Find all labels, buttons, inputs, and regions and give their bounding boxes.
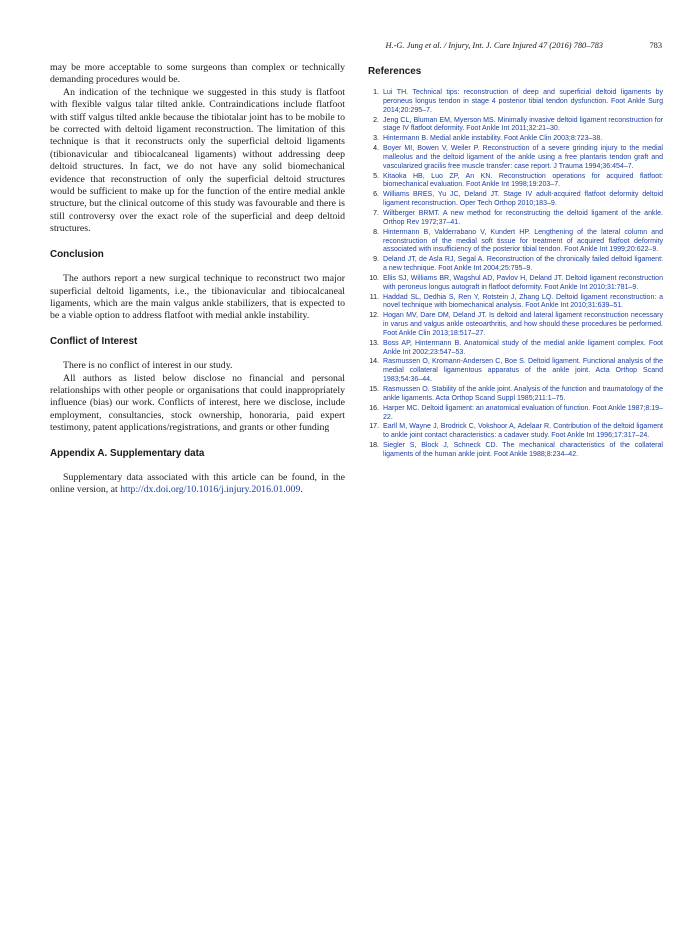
reference-item[interactable] — [368, 191, 663, 209]
reference-number: 6. — [373, 191, 379, 199]
page-number: 783 — [649, 41, 662, 50]
reference-number: 7. — [373, 209, 379, 217]
reference-text[interactable]: Wiltberger BRMT. A new method for reconstructing the deltoid ligament of the ankle. Orthop Rev 1972;37–41. — [383, 209, 663, 226]
reference-text[interactable]: Hintermann B, Valderrabano V, Kundert HP. Lengthening of the lateral column and reconstruction of the medial soft tissue for treatment of acquired flatfoot deformity associated with insufficiency of the posterior tibial tendon. Foot Ankle Int 1999;20:622–9. — [383, 228, 663, 254]
reference-item[interactable] — [368, 117, 663, 135]
reference-number: 18. — [369, 442, 379, 450]
reference-text[interactable]: Lui TH. Technical tips: reconstruction of deep and superficial deltoid ligaments by peroneus longus tendon in stage 4 posterior tibial tendon dysfunction. Foot Ankle Surg 2014;20:295–7. — [383, 89, 663, 114]
reference-item[interactable] — [368, 89, 663, 116]
reference-text[interactable]: Kitaoka HB, Luo ZP, An KN. Reconstruction operations for acquired flatfoot: biomechanical evaluation. Foot Ankle Int 1998;19:203–7. — [383, 172, 663, 189]
references-column — [368, 62, 663, 461]
reference-number: 3. — [373, 135, 379, 143]
discussion-paragraph-end: may be more acceptable to some surgeons than complex or technically demanding procedures would be. — [50, 62, 345, 86]
reference-text[interactable]: Deland JT, de Asla RJ, Segal A. Reconstruction of the chronically failed deltoid ligament: a new technique. Foot Ankle Int 2004;25:795–9. — [383, 256, 663, 273]
reference-number: 17. — [369, 423, 379, 431]
reference-number: 14. — [369, 358, 379, 366]
reference-item[interactable] — [368, 312, 663, 339]
reference-item[interactable] — [368, 340, 663, 358]
conflict-of-interest-disclosure: All authors as listed below disclose no financial and personal relationships with other people or organisations that could inappropriately influence (bias) our work. Conflicts of interest, here we disclose, include employment, consultancies, stock ownership, honoraria, paid expert testimony, patent applications/registrations, and grants or other funding — [50, 372, 345, 434]
supplementary-doi-link[interactable]: http://dx.doi.org/10.1016/j.injury.2016.01.009 — [120, 484, 301, 496]
reference-item[interactable] — [368, 173, 663, 191]
reference-number: 9. — [373, 256, 379, 264]
reference-number: 4. — [373, 145, 379, 153]
reference-text[interactable]: Rasmussen O. Stability of the ankle joint. Analysis of the function and traumatology of the ankle ligaments. Acta Orthop Scand Suppl 1985;211:1–75. — [383, 386, 663, 402]
reference-number: 15. — [369, 386, 379, 393]
reference-text[interactable]: Hintermann B. Medial ankle instability. Foot Ankle Clin 2003;8:723–38. — [383, 135, 603, 143]
reference-item[interactable] — [368, 405, 663, 423]
reference-item[interactable] — [368, 358, 663, 385]
reference-number: 2. — [373, 116, 379, 124]
reference-text[interactable]: Ellis SJ, Williams BR, Wagshul AD, Pavlov H, Deland JT. Deltoid ligament reconstruction with peroneus longus autograft in flatfoot deformity. Foot Ankle Int 2010;31:781–9. — [383, 274, 663, 291]
left-column — [50, 62, 345, 497]
reference-number: 12. — [369, 312, 379, 320]
conflict-of-interest-heading: Conflict of Interest — [50, 335, 138, 347]
reference-item[interactable] — [368, 256, 663, 274]
conclusion-heading: Conclusion — [50, 248, 104, 260]
reference-text[interactable]: Jeng CL, Bluman EM, Myerson MS. Minimally invasive deltoid ligament reconstruction for stage IV flatfoot deformity. Foot Ankle Int 2011;32:21–30. — [383, 116, 663, 133]
reference-text[interactable]: Haddad SL, Dedhia S, Ren Y, Rotstein J, Zhang LQ. Deltoid ligament reconstruction: a novel technique with biomechanical analysis. Foot Ankle Int 2010;31:639–51. — [383, 293, 663, 310]
reference-text[interactable]: Siegler S, Block J, Schneck CD. The mechanical characteristics of the collateral ligaments of the human ankle joint. Foot Ankle 1988;8:234–42. — [383, 442, 663, 458]
reference-item[interactable] — [368, 145, 663, 172]
reference-text[interactable]: Williams BRES, Yu JC, Deland JT. Stage IV adult-acquired flatfoot deformity deltoid ligament reconstruction. Oper Tech Orthop 2010;183–9. — [383, 191, 663, 208]
appendix-paragraph — [50, 472, 345, 497]
reference-number: 13. — [369, 339, 379, 347]
reference-item[interactable] — [368, 229, 663, 256]
references-heading: References — [368, 66, 422, 77]
reference-text[interactable]: Earll M, Wayne J, Brodrick C, Vokshoor A, Adelaar R. Contribution of the deltoid ligament to ankle joint contact characteristics: a cadaver study. Foot Ankle Int 1996;17:317–24. — [383, 423, 663, 440]
conclusion-paragraph: The authors report a new surgical technique to reconstruct two major superficial deltoid ligaments, i.e., the tibionavicular and tibiocalcaneal ligaments, which are the main valgus ankle stabilizers, that is expected to be a viable option to address flatfoot with medial ankle instability. — [50, 273, 345, 322]
reference-item[interactable] — [368, 294, 663, 312]
running-header — [0, 41, 700, 55]
discussion-paragraph-limitations: An indication of the technique we suggested in this study is flatfoot with flexible valgus talar tilted ankle. Contraindications include flatfoot with stiff valgus tilted ankle because the tibiotalar joint has to be mobile to be corrected with deltoid ligament reconstruction. The limitation of this technique is that it reconstructs only the superficial deltoid ligaments (tibionavicular and tibiocalcaneal ligaments) without addressing deep deltoid structures. In fact, we do not have any solid biomechanical evidence that reconstruction of only the superficial deltoid structures would be sufficient to make up for the function of the entire medial ankle structure, but the clinical outcome of this study was favourable and there is still controversy over the exact role of the superficial and deep deltoid structures. — [50, 86, 345, 235]
reference-item[interactable] — [368, 210, 663, 228]
appendix-text: Supplementary data associated with this article can be found, in the online version, at — [50, 471, 345, 496]
reference-item[interactable] — [368, 386, 663, 404]
reference-item[interactable] — [368, 423, 663, 441]
reference-item[interactable] — [368, 442, 663, 460]
reference-item[interactable] — [368, 275, 663, 293]
reference-text[interactable]: Boss AP, Hintermann B. Anatomical study of the medial ankle ligament complex. Foot Ankle Int 2002;23:547–53. — [383, 339, 663, 356]
reference-number: 1. — [373, 89, 379, 96]
reference-number: 16. — [369, 404, 379, 412]
journal-citation: H.-G. Jung et al. / Injury, Int. J. Care Injured 47 (2016) 780–783 — [385, 41, 603, 50]
reference-number: 8. — [373, 228, 379, 236]
reference-text[interactable]: Harper MC. Deltoid ligament: an anatomical evaluation of function. Foot Ankle 1987;8:19–22. — [383, 404, 663, 421]
reference-item[interactable] — [368, 135, 663, 144]
reference-number: 5. — [373, 172, 379, 180]
appendix-end: . — [300, 484, 303, 496]
appendix-heading: Appendix A. Supplementary data — [50, 447, 205, 459]
reference-text[interactable]: Hogan MV, Dare DM, Deland JT. Is deltoid and lateral ligament reconstruction necessary in varus and valgus ankle osteoarthritis, and how should these procedures be performed. Foot Ankle Clin 2013;18:517–27. — [383, 312, 663, 337]
reference-number: 10. — [369, 274, 379, 282]
conflict-of-interest-statement: There is no conflict of interest in our study. — [63, 360, 233, 372]
reference-list — [368, 89, 663, 460]
reference-text[interactable]: Rasmussen O, Kromann-Andersen C, Boe S. Deltoid ligament. Functional analysis of the medial collateral ligamentous apparatus of the ankle joint. Acta Orthop Scand 1983;54:36–44. — [383, 358, 663, 384]
reference-number: 11. — [369, 293, 379, 301]
reference-text[interactable]: Boyer MI, Bowen V, Weiler P. Reconstruction of a severe grinding injury to the medial malleolus and the deltoid ligament of the ankle using a free plantaris tendon graft and vascularized gracilis free muscle transfer: case report. J Trauma 1994;36:454–7. — [383, 145, 663, 170]
